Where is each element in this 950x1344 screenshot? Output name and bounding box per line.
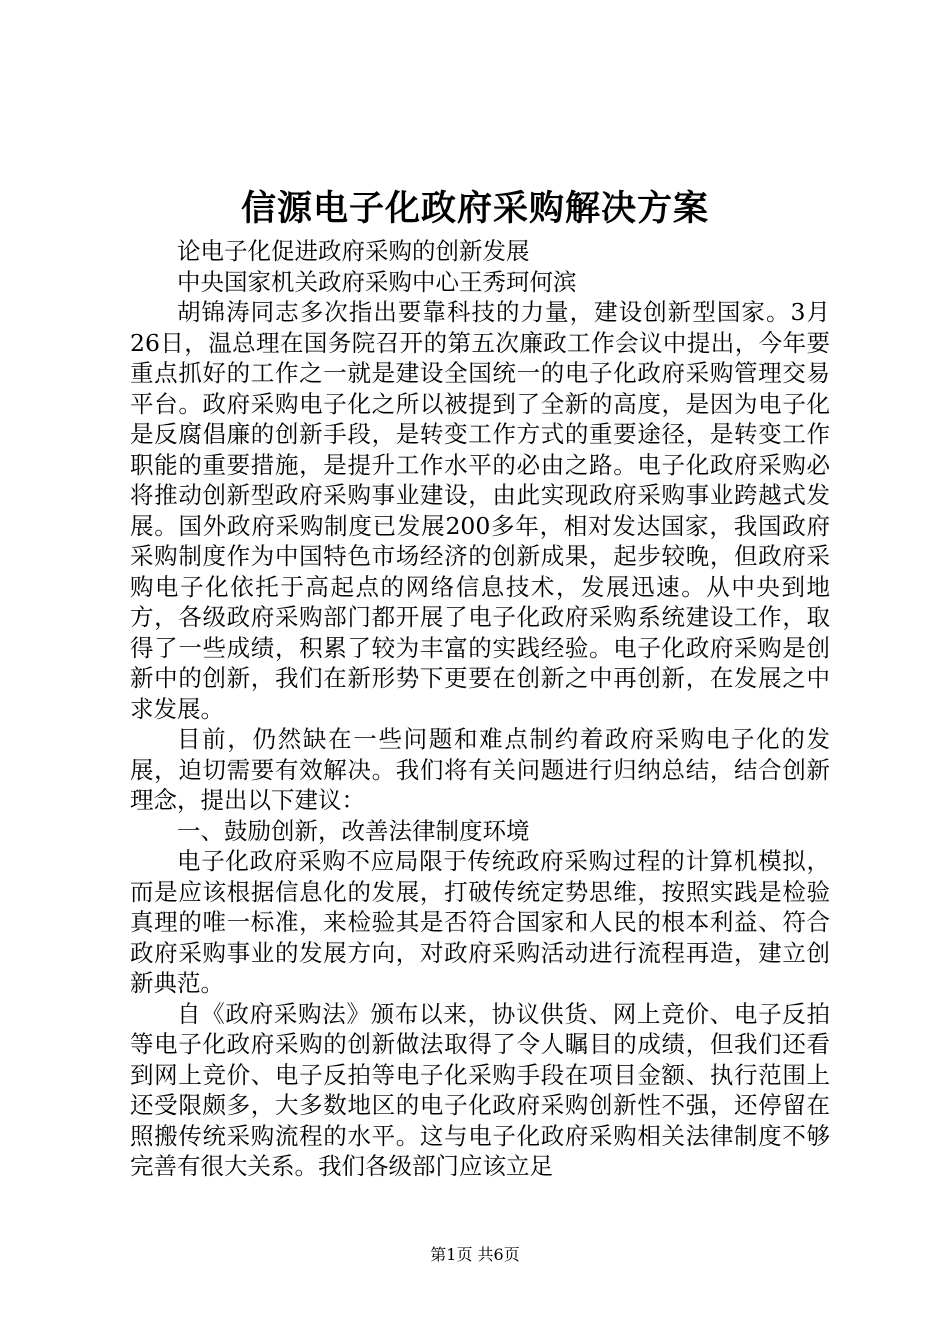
page-footer: 第1页 共6页 (430, 1245, 520, 1264)
paragraph-section-1b: 自《政府采购法》颁布以来，协议供货、网上竞价、电子反拍等电子化政府采购的创新做法取得了令人瞩目的成绩，但我们还看到网上竞价、电子反拍等电子化采购手段在项目金额、执行范围上还受限颇多，大多数地区的电子化政府采购创新性不强，还停留在照搬传统采购流程的水平。这与电子化政府采购相关法律制度不够完善有很大关系。我们各级部门应该立足 (130, 999, 830, 1180)
paragraph-authors: 中央国家机关政府采购中心王秀珂何滨 (177, 267, 577, 296)
paragraph-problems: 目前，仍然缺在一些问题和难点制约着政府采购电子化的发展，迫切需要有效解决。我们将有关问题进行归纳总结，结合创新理念，提出以下建议： (130, 725, 830, 814)
paragraph-section-1a: 电子化政府采购不应局限于传统政府采购过程的计算机模拟，而是应该根据信息化的发展，打破传统定势思维，按照实践是检验真理的唯一标准，来检验其是否符合国家和人民的根本利益、符合政府采购事业的发展方向，对政府采购活动进行流程再造，建立创新典范。 (130, 847, 830, 997)
paragraph-intro: 胡锦涛同志多次指出要靠科技的力量，建设创新型国家。3月26日，温总理在国务院召开的第五次廉政工作会议中提出，今年要重点抓好的工作之一就是建设全国统一的电子化政府采购管理交易平台。政府采购电子化之所以被提到了全新的高度，是因为电子化是反腐倡廉的创新手段，是转变工作方式的重要途径，是转变工作职能的重要措施，是提升工作水平的必由之路。电子化政府采购必将推动创新型政府采购事业建设，由此实现政府采购事业跨越式发展。国外政府采购制度已发展200多年，相对发达国家，我国政府采购制度作为中国特色市场经济的创新成果，起步较晚，但政府采购电子化依托于高起点的网络信息技术，发展迅速。从中央到地方，各级政府采购部门都开展了电子化政府采购系统建设工作，取得了一些成绩，积累了较为丰富的实践经验。电子化政府采购是创新中的创新，我们在新形势下更要在创新之中再创新，在发展之中求发展。 (130, 298, 830, 723)
document-title: 信源电子化政府采购解决方案 (240, 188, 709, 229)
section-heading-1: 一、鼓励创新，改善法律制度环境 (177, 816, 530, 845)
paragraph-subtitle: 论电子化促进政府采购的创新发展 (177, 237, 530, 265)
document-body (130, 236, 830, 1182)
